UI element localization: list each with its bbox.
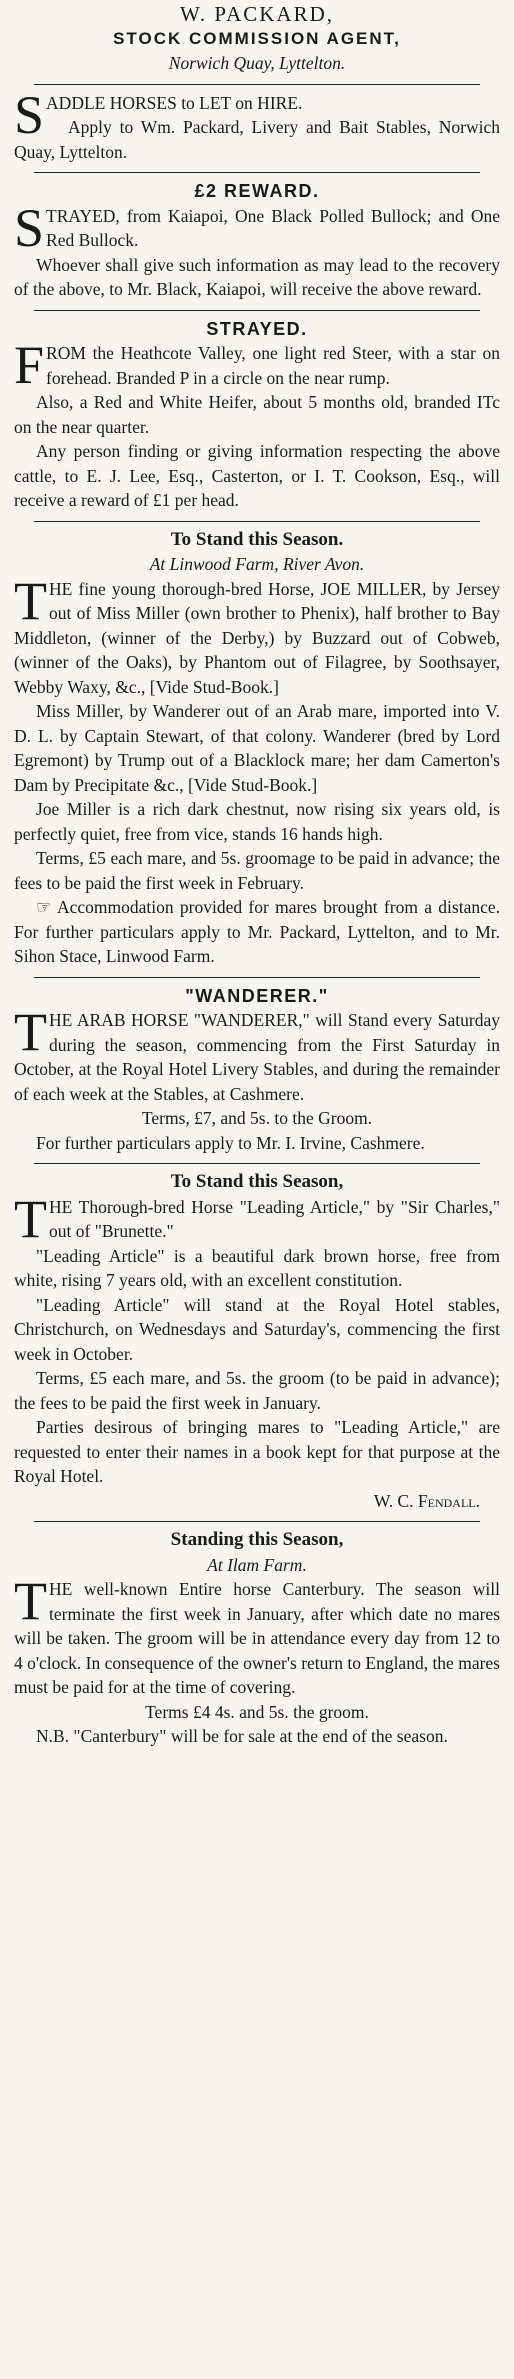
- agent-location: Norwich Quay, Lyttelton.: [168, 53, 346, 73]
- canterbury-ad: [14, 1528, 500, 1749]
- divider: [34, 1521, 480, 1522]
- leading-article-signature: W. C. Fendall.: [373, 1490, 480, 1511]
- leading-article-lead: THE Thorough-bred Horse "Leading Article," by "Sir Charles," out of "Brunette.": [14, 1188, 500, 1249]
- joe-miller-p2: Miss Miller, by Wanderer out of an Arab mare, imported into V. D. L. by Captain Stewart, of that colony. Wanderer (bred by Lord Egremont) by Trump out of a Blacklock mare; her dam Camerton's Dam by Precipitate &c., [Vide Stud-Book.]: [14, 701, 500, 795]
- wanderer-lead: THE ARAB HORSE "WANDERER," will Stand every Saturday during the season, commencing from the First Saturday in October, at the Royal Hotel Livery Stables, and during the remainder of each week at the Stables, at Cashmere.: [14, 1002, 500, 1104]
- saddle-horses-ad: [14, 84, 500, 165]
- canterbury-lead: THE well-known Entire horse Canterbury. The season will terminate the first week in January, after which date no mares will be taken. The groom will be in attendance every day from 12 to 4 o'clock. In consequence of the owner's return to England, the mares must be paid for at the time of covering.: [14, 1571, 500, 1697]
- divider: [34, 172, 480, 173]
- wanderer-heading: "WANDERER.": [185, 985, 329, 1006]
- joe-miller-p3: Joe Miller is a rich dark chestnut, now rising six years old, is perfectly quiet, free from vice, stands 16 hands high.: [14, 799, 500, 844]
- divider: [34, 310, 480, 311]
- canterbury-nb: N.B. "Canterbury" will be for sale at the end of the season.: [36, 1726, 448, 1746]
- strayed-ad: [14, 317, 500, 513]
- leading-article-p4: Terms, £5 each mare, and 5s. the groom (to be paid in advance); the fees to be paid the first week in January.: [14, 1368, 500, 1413]
- joe-miller-p4: Terms, £5 each mare, and 5s. groomage to be paid in advance; the fees to be paid the first week in February.: [14, 848, 500, 893]
- leading-article-p2: "Leading Article" is a beautiful dark brown horse, free from white, rising 7 years old, with an excellent constitution.: [14, 1245, 500, 1290]
- reward-lead: STRAYED, from Kaiapoi, One Black Polled Bullock; and One Red Bullock.: [14, 197, 500, 258]
- canterbury-subheading: At Ilam Farm.: [207, 1554, 307, 1575]
- divider: [34, 521, 480, 522]
- saddle-horses-lead: SADDLE HORSES to LET on HIRE.: [14, 84, 303, 145]
- agent-name: W. PACKARD,: [179, 2, 335, 26]
- joe-miller-lead: THE fine young thorough-bred Horse, JOE MILLER, by Jersey out of Miss Miller (own brother to Phenix), half brother to Bay Middleton, (winner of the Derby,) by Buzzard out of Cobweb, (winner of the Oaks), by Phantom out of Filagree, by Soothsayer, Webby Waxy, &c., [Vide Stud-Book.]: [14, 570, 500, 697]
- joe-miller-heading: To Stand this Season.: [170, 528, 344, 550]
- reward-heading: £2 REWARD.: [194, 181, 320, 201]
- joe-miller-subheading: At Linwood Farm, River Avon.: [149, 554, 365, 574]
- joe-miller-ad: [14, 528, 500, 969]
- reward-ad: [14, 179, 500, 302]
- strayed-p2: Also, a Red and White Heifer, about 5 months old, branded ITc on the near quarter.: [14, 392, 500, 437]
- newspaper-column: [0, 2, 514, 1749]
- packard-agent-ad: [14, 2, 500, 76]
- strayed-lead: FROM the Heathcote Valley, one light red Steer, with a star on forehead. Branded P in a circle on the near rump.: [14, 335, 500, 395]
- strayed-p3: Any person finding or giving information respecting the above cattle, to E. J. Lee, Esq., Casterton, or I. T. Cookson, Esq., will receive a reward of £1 per head.: [14, 441, 500, 510]
- wanderer-p3: For further particulars apply to Mr. I. Irvine, Cashmere.: [36, 1132, 425, 1153]
- leading-article-p3: "Leading Article" will stand at the Royal Hotel stables, Christchurch, on Wednesdays and Saturday's, commencing the first week in October.: [14, 1294, 500, 1364]
- divider: [34, 84, 480, 85]
- reward-body: Whoever shall give such information as may lead to the recovery of the above, to Mr. Black, Kaiapoi, will receive the above reward.: [14, 254, 500, 299]
- leading-article-ad: [14, 1170, 500, 1513]
- saddle-horses-body: Apply to Wm. Packard, Livery and Bait Stables, Norwich Quay, Lyttelton.: [14, 117, 500, 162]
- agent-title: STOCK COMMISSION AGENT,: [113, 28, 401, 48]
- canterbury-heading: Standing this Season,: [170, 1529, 344, 1550]
- strayed-heading: STRAYED.: [206, 318, 308, 339]
- leading-article-heading: To Stand this Season,: [170, 1171, 344, 1192]
- joe-miller-p5: ☞ Accommodation provided for mares brought from a distance. For further particulars apply to Mr. Packard, Lyttelton, and to Mr. Sihon Stace, Linwood Farm.: [14, 897, 500, 966]
- wanderer-ad: [14, 984, 500, 1156]
- divider: [34, 977, 480, 978]
- wanderer-terms: Terms, £7, and 5s. to the Groom.: [141, 1108, 373, 1128]
- leading-article-p5: Parties desirous of bringing mares to "Leading Article," are requested to enter their names in a book kept for that purpose at the Royal Hotel.: [14, 1417, 500, 1486]
- canterbury-terms: Terms £4 4s. and 5s. the groom.: [145, 1701, 369, 1722]
- divider: [34, 1163, 480, 1164]
